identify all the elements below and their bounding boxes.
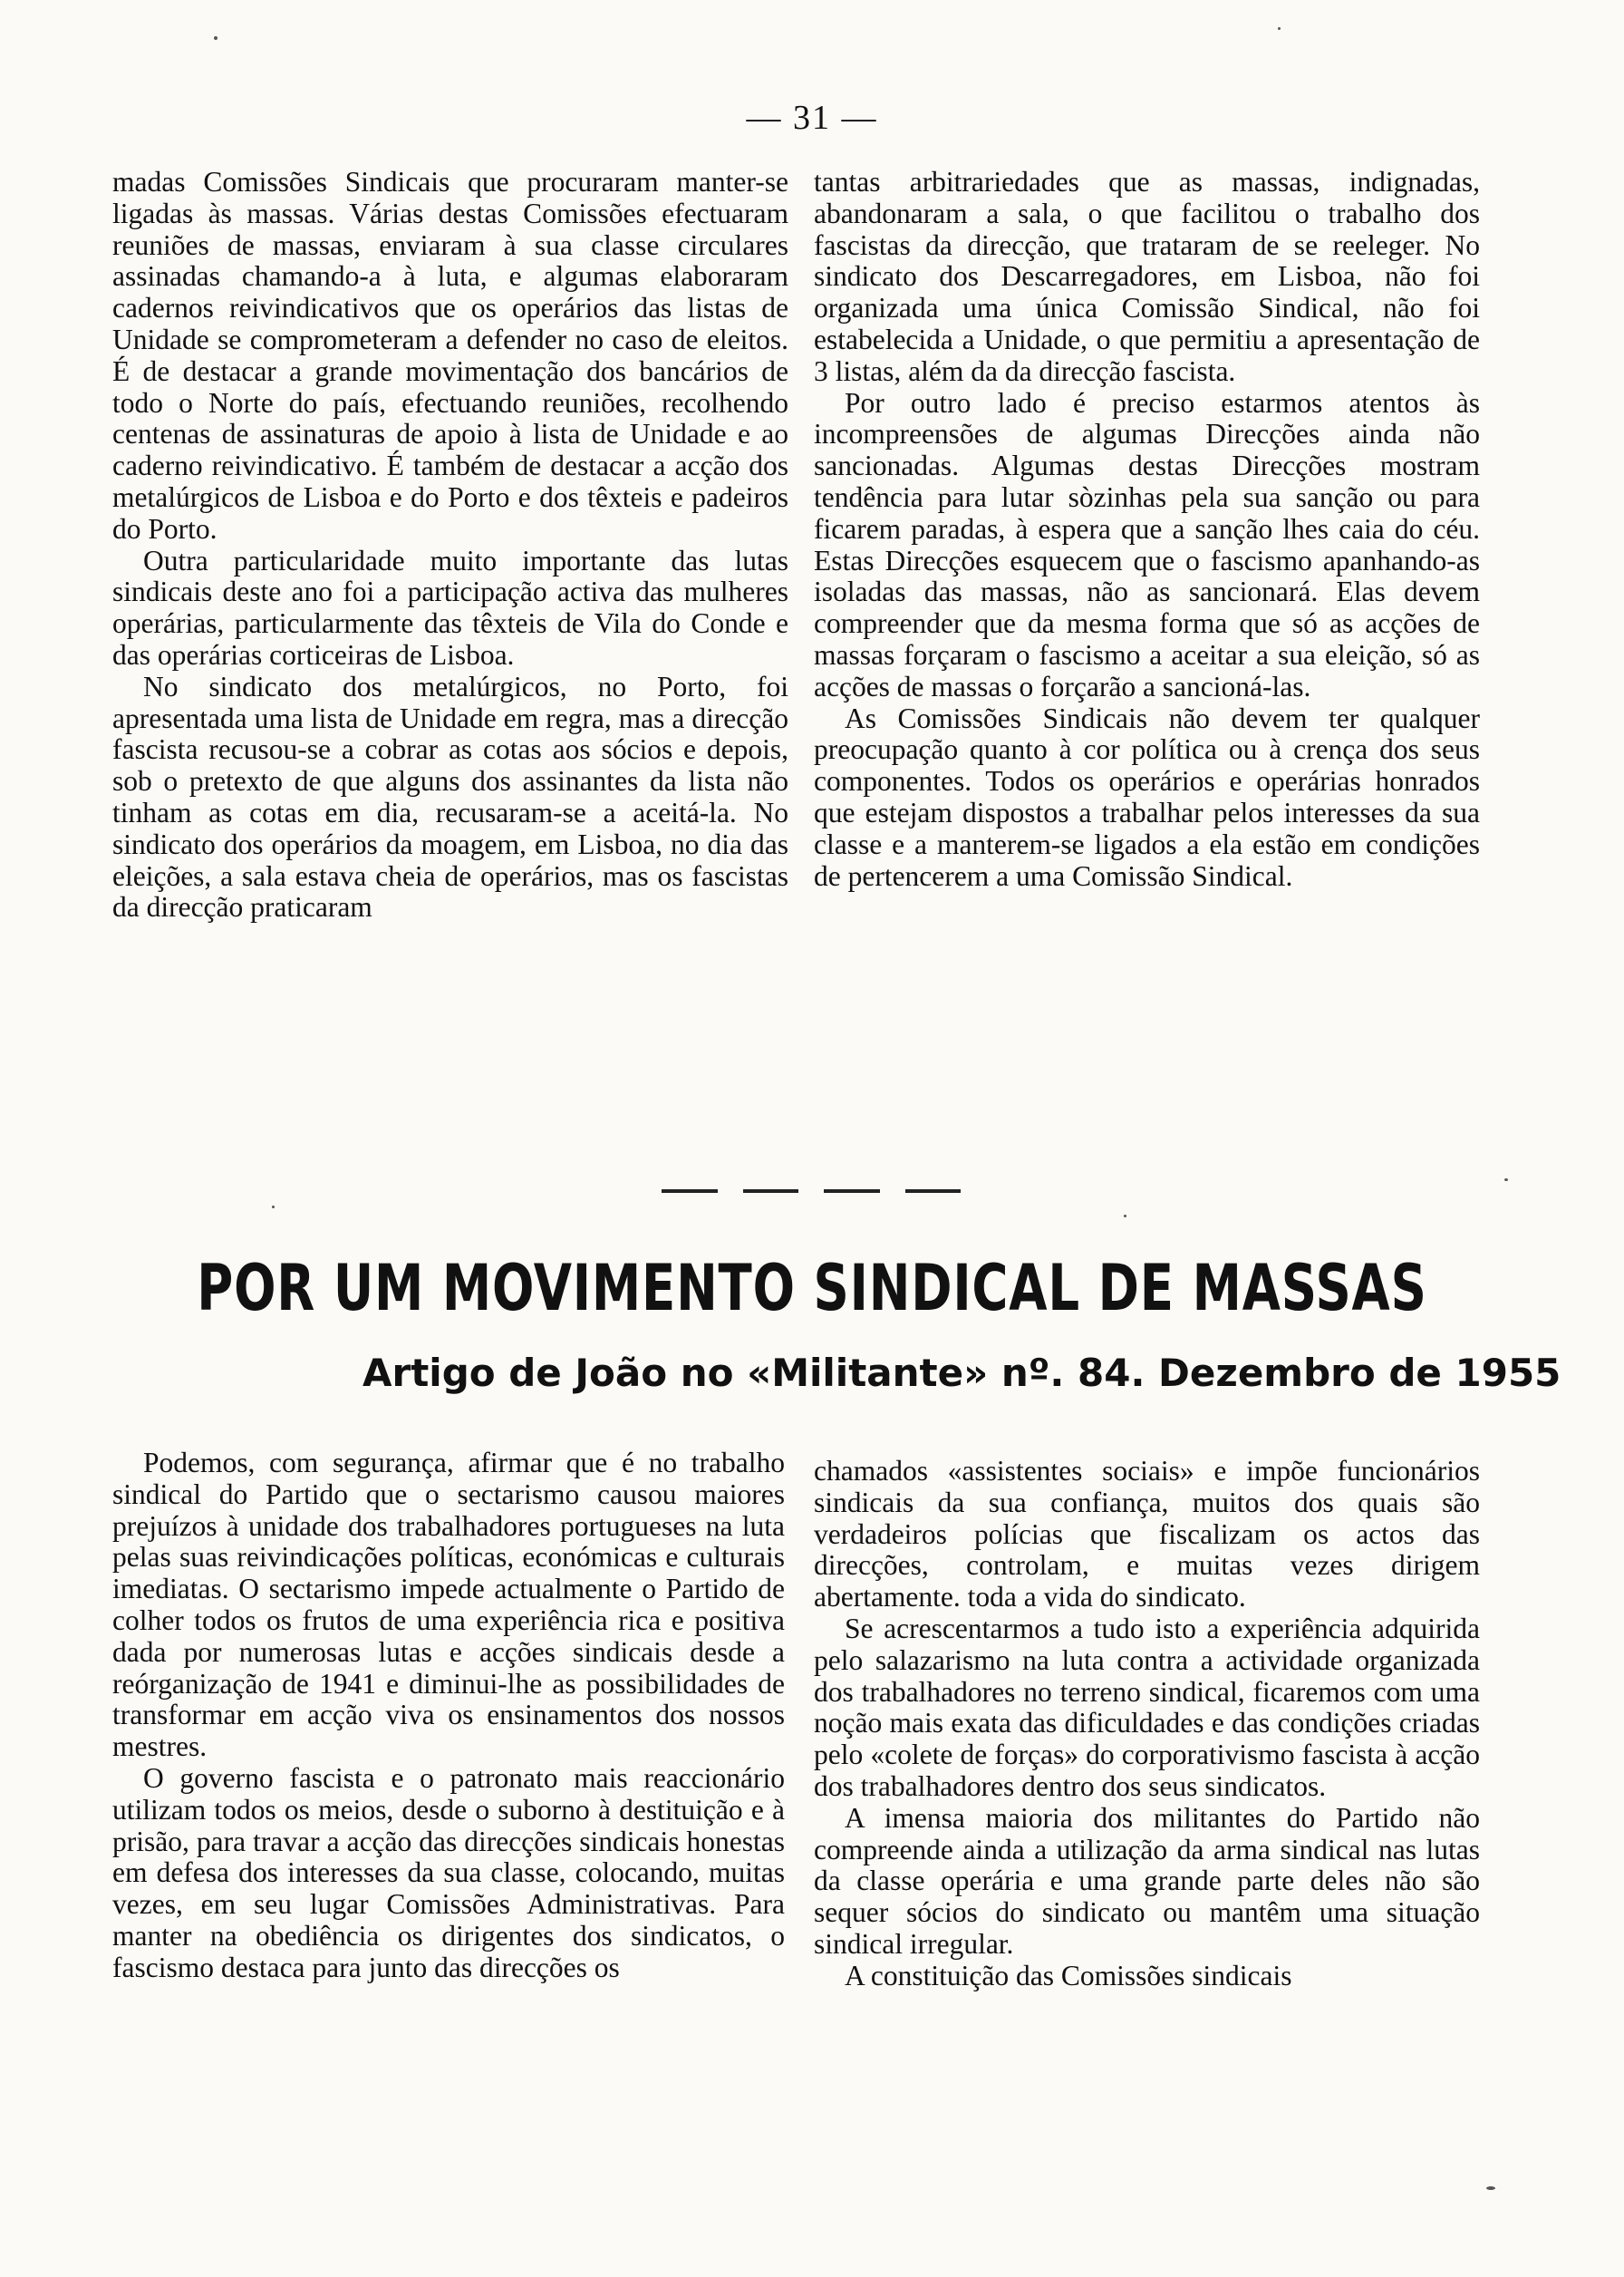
- paragraph: As Comissões Sindicais não devem ter qualquer preocupação quanto à cor política ou à crença dos seus componentes. Todos os operários e operárias honrados que estejam dispostos a trabalhar pelos interesses da sua classe e a manterem-se ligados a ela estão em condições de pertencerem a uma Comissão Sindical.: [814, 702, 1480, 892]
- top-right-column: [814, 167, 1480, 892]
- paragraph: madas Comissões Sindicais que procuraram manter-se ligadas às massas. Várias destas Comissões efectuaram reuniões de massas, enviaram à sua classe circulares assinadas chamando-a à luta, e algumas elaboraram cadernos reivindicativos que os operários das listas de Unidade se comprometeram a defender no caso de eleitos. É de destacar a grande movimentação dos bancários de todo o Norte do país, efectuando reuniões, recolhendo centenas de assinaturas de apoio à lista de Unidade e ao caderno reivindicativo. É também de destacar a acção dos metalúrgicos de Lisboa e do Porto e dos têxteis e padeiros do Porto.: [112, 166, 788, 545]
- paragraph: Se acrescentarmos a tudo isto a experiência adquirida pelo salazarismo na luta contra a actividade organizada dos trabalhadores no terreno sindical, ficaremos com uma noção mais exata das dificuldades e das condições criadas pelo «colete de forças» do corporativismo fascista à acção dos trabalhadores dentro dos seus sindicatos.: [814, 1612, 1480, 1802]
- paragraph: O governo fascista e o patronato mais reaccionário utilizam todos os meios, desde o suborno à destituição e à prisão, para travar a acção das direcções sindicais honestas em defesa dos interesses da sua classe, colocando, muitas vezes, em seu lugar Comissões Administrativas. Para manter na obediência os dirigentes dos sindicatos, o fascismo destaca para junto das direcções os: [112, 1761, 785, 1983]
- scan-speck: [214, 36, 218, 40]
- bottom-right-column: [814, 1456, 1480, 1992]
- bottom-left-column: [112, 1448, 785, 1984]
- separator-dash: [824, 1189, 880, 1193]
- page-number: — 31 —: [746, 99, 878, 137]
- paragraph: A constituição das Comissões sindicais: [845, 1959, 1292, 1991]
- article-subtitle: Artigo de João no «Militante» nº. 84. Dezembro de 1955: [362, 1351, 1561, 1395]
- scan-speck: [1124, 1215, 1126, 1217]
- paragraph: Podemos, com segurança, afirmar que é no trabalho sindical do Partido que o sectarismo causou maiores prejuízos à unidade dos trabalhadores portugueses na luta pelas suas reivindicações políticas, económicas e culturais imediatas. O sectarismo impede actualmente o Partido de colher todos os frutos de uma experiência rica e positiva dada por numerosas lutas e acções sindicais desde a reórganização de 1941 e diminui-lhe as possibilidades de transformar em acção viva os ensinamentos dos nossos mestres.: [112, 1447, 785, 1763]
- paragraph: chamados «assistentes sociais» e impõe funcionários sindicais da sua confiança, muitos dos quais são verdadeiros polícias que fiscalizam os actos das direcções, controlam, e muitas vezes dirigem abertamente. toda a vida do sindicato.: [814, 1455, 1480, 1613]
- article-title: POR UM MOVIMENTO SINDICAL DE MASSAS: [197, 1251, 1427, 1325]
- paragraph: Por outro lado é preciso estarmos atentos às incompreensões de algumas Direcções ainda não sancionadas. Algumas destas Direcções mostram tendência para lutar sòzinhas pela sua sanção ou para ficarem paradas, à espera que a sanção lhes caia do céu. Estas Direcções esquecem que o fascismo apanhando-as isoladas das massas, não as sancionará. Elas devem compreender que da mesma forma que só as acções de massas forçaram o fascismo a aceitar a sua eleição, só as acções de massas o forçarão a sancioná-las.: [814, 386, 1480, 702]
- scan-speck: [1504, 1178, 1508, 1181]
- section-separator: [662, 1187, 961, 1195]
- paragraph: A imensa maioria dos militantes do Partido não compreende ainda a utilização da arma sindical nas lutas da classe operária e uma grande parte deles não são sequer sócios do sindicato ou mantêm uma situação sindical irregular.: [814, 1801, 1480, 1960]
- paragraph: Outra particularidade muito importante das lutas sindicais deste ano foi a participação activa das mulheres operárias, particularmente das têxteis de Vila do Conde e das operárias corticeiras de Lisboa.: [112, 544, 788, 671]
- scan-speck: [1486, 2186, 1495, 2190]
- separator-dash: [662, 1189, 718, 1193]
- separator-dash: [743, 1189, 799, 1193]
- paragraph: No sindicato dos metalúrgicos, no Porto, foi apresentada uma lista de Unidade em regra, mas a direcção fascista recusou-se a cobrar as cotas aos sócios e depois, sob o pretexto de que alguns dos assinantes da lista não tinham as cotas em dia, recusaram-se a aceitá-la. No sindicato dos operários da moagem, em Lisboa, no dia das eleições, a sala estava cheia de operários, mas os fascistas da direcção praticaram: [112, 670, 788, 924]
- scan-speck: [272, 1206, 275, 1208]
- top-left-column: [112, 167, 788, 924]
- scan-speck: [1278, 27, 1281, 30]
- paragraph: tantas arbitrariedades que as massas, indignadas, abandonaram a sala, o que facilitou o trabalho dos fascistas da direcção, que trataram de se reeleger. No sindicato dos Descarregadores, em Lisboa, não foi organizada uma única Comissão Sindical, não foi estabelecida a Unidade, o que permitiu a apresentação de 3 listas, além da da direcção fascista.: [814, 166, 1480, 387]
- separator-dash: [905, 1189, 962, 1193]
